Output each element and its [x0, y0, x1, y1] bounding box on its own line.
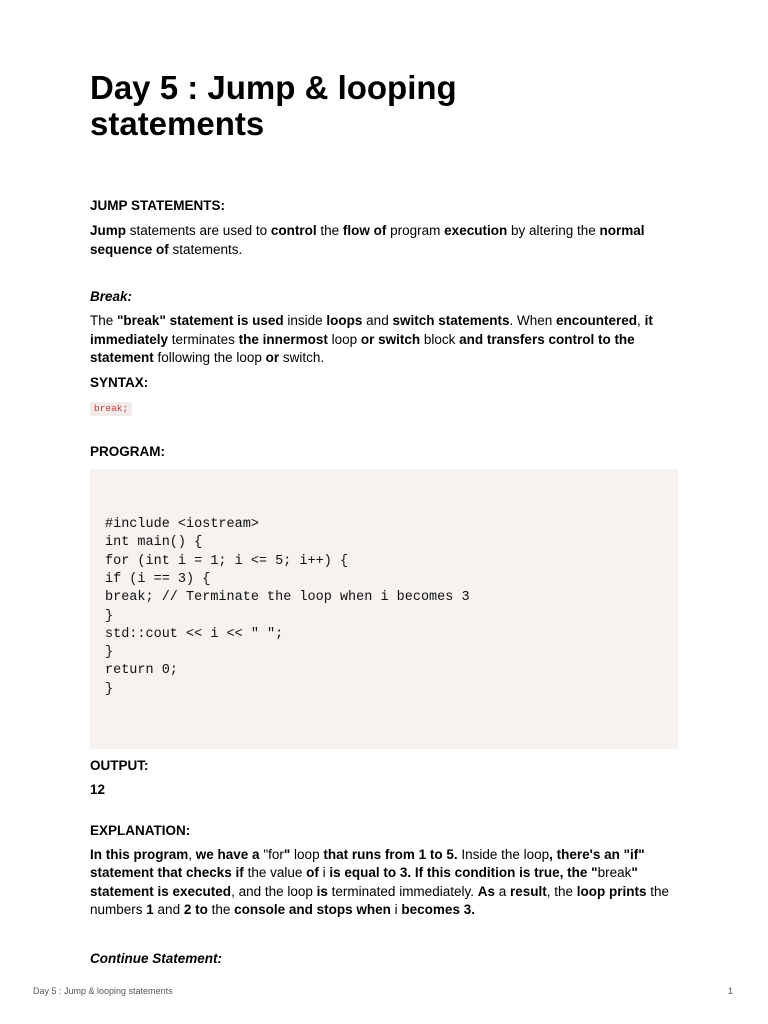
program-code-block [90, 469, 678, 749]
continue-statement-heading: Continue Statement: [90, 950, 223, 966]
text-run: "for [259, 846, 284, 862]
bold-text-run: we have a [195, 846, 260, 862]
break-heading: Break: [90, 289, 133, 304]
code-line: std::cout << i << " "; [105, 626, 284, 642]
bold-text-run: 2 to [183, 902, 208, 918]
page-title-line-2: statements [90, 105, 265, 142]
text-run: , [188, 846, 196, 862]
bold-text-run: becomes 3. [401, 902, 475, 918]
code-line: } [105, 608, 114, 624]
document-page [90, 70, 678, 968]
text-run: block [420, 331, 460, 347]
bold-text-run: normal sequence of [90, 223, 645, 257]
bold-text-run: " [283, 846, 291, 862]
text-run: program [386, 223, 445, 238]
code-line: } [105, 645, 114, 661]
bold-text-run: it immediately [90, 313, 653, 347]
output-value: 12 [90, 781, 106, 797]
bold-text-run: result [510, 883, 547, 899]
text-run: , and the loop [231, 883, 317, 899]
code-line: if (i == 3) { [105, 571, 211, 587]
break-paragraph [90, 312, 678, 368]
bold-text-run: Jump [90, 223, 127, 238]
text-run: terminates [168, 331, 239, 347]
bold-text-run: encountered [556, 313, 638, 328]
jump-statements-paragraph [90, 222, 678, 259]
bold-text-run: "break" statement is used [117, 313, 284, 328]
bold-text-run: , there's an "if" statement that checks if [90, 846, 645, 881]
bold-text-run: As [477, 883, 495, 899]
text-run: . When [509, 313, 557, 328]
code-line: break; // Terminate the loop when i becomes 3 [105, 590, 470, 606]
text-run: and [153, 902, 184, 918]
text-run: Inside the loop [457, 846, 550, 862]
text-run: inside [283, 313, 327, 328]
bold-text-run: 1 [146, 902, 154, 918]
bold-text-run: or [265, 350, 280, 365]
code-line: for (int i = 1; i <= 5; i++) { [105, 553, 349, 569]
text-run: a [494, 883, 510, 899]
bold-text-run: In this program [90, 846, 189, 862]
text-run: and [362, 313, 393, 328]
text-run: i [390, 902, 402, 918]
bold-text-run: loops [326, 313, 363, 328]
bold-text-run: execution [444, 223, 508, 238]
text-run: the value [243, 865, 307, 881]
bold-text-run: " statement is executed [90, 865, 638, 899]
text-run: loop [290, 846, 324, 862]
code-line: } [105, 681, 114, 697]
text-run: switch. [279, 350, 325, 365]
bold-text-run: loop prints [576, 883, 647, 899]
bold-text-run: and transfers control to the statement [90, 331, 635, 365]
text-run: loop [327, 331, 361, 347]
bold-text-run: is equal to 3. If this condition is true, the " [329, 865, 598, 881]
break-syntax-code: break; [90, 402, 132, 416]
page-title-line-1: Day 5 : Jump & looping [90, 69, 457, 106]
bold-text-run: of [306, 865, 319, 881]
page-title [90, 70, 678, 142]
bold-text-run: console and stops when [234, 902, 391, 918]
explanation-paragraph [90, 846, 678, 920]
text-run: following the loop [153, 350, 266, 365]
text-run: , [637, 313, 645, 328]
text-run: , the [546, 883, 577, 899]
text-run: break [597, 865, 632, 881]
bold-text-run: flow of [342, 223, 387, 238]
bold-text-run: control [270, 223, 317, 238]
code-line: #include <iostream> [105, 517, 259, 533]
text-run: i [318, 865, 330, 881]
footer-page-number: 1 [728, 986, 734, 996]
text-run: terminated immediately. [327, 883, 478, 899]
explanation-heading: EXPLANATION: [90, 822, 191, 838]
text-run: by altering the [507, 223, 600, 238]
text-run: the [207, 902, 235, 918]
bold-text-run: that runs from 1 to 5. [323, 846, 458, 862]
syntax-heading: SYNTAX: [90, 374, 149, 390]
text-run: statements are used to [126, 223, 271, 238]
footer-title: Day 5 : Jump & looping statements [33, 986, 173, 996]
output-heading: OUTPUT: [90, 757, 149, 773]
bold-text-run: or switch [360, 331, 421, 347]
bold-text-run: switch statements [392, 313, 510, 328]
bold-text-run: is [316, 883, 328, 899]
program-heading: PROGRAM: [90, 443, 165, 459]
code-line: return 0; [105, 663, 178, 679]
bold-text-run: the innermost [238, 331, 328, 347]
code-line: int main() { [105, 535, 203, 551]
jump-statements-heading: JUMP STATEMENTS: [90, 198, 226, 213]
text-run: the [316, 223, 343, 238]
text-run: the numbers [90, 883, 670, 918]
text-run: statements. [168, 241, 243, 257]
text-run: The [90, 313, 118, 328]
